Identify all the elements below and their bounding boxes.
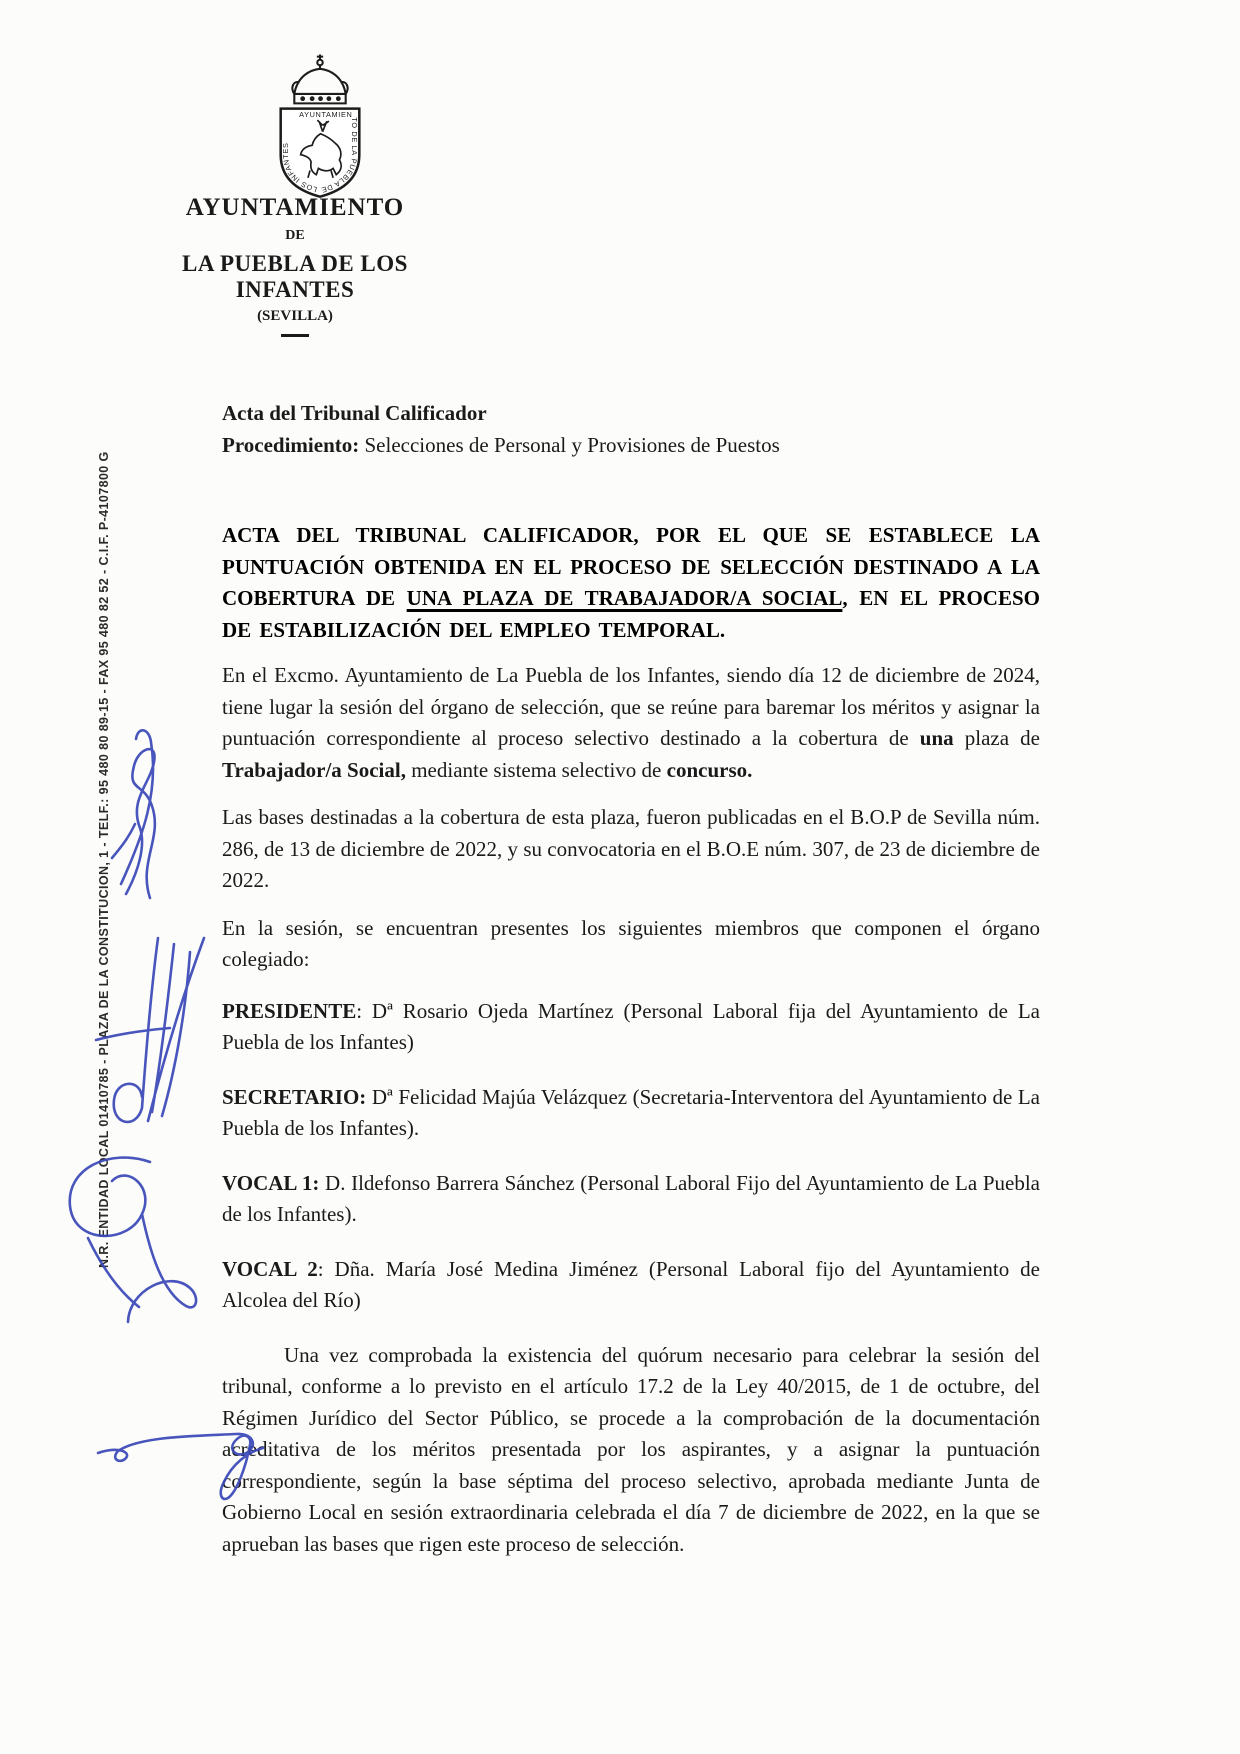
document-body bbox=[222, 398, 1040, 1576]
text-segment: plaza de bbox=[953, 726, 1040, 750]
text-segment: : Dª Rosario Ojeda Martínez (Personal Laboral fija del Ayuntamiento de La Puebla de los Infantes) bbox=[222, 998, 1040, 1054]
text-segment: Trabajador/a Social, bbox=[222, 757, 406, 782]
member-vocal-2 bbox=[222, 1254, 1040, 1317]
text-segment: Selecciones de Personal y Provisiones de Puestos bbox=[359, 432, 780, 457]
org-name-line2: DE bbox=[285, 228, 305, 244]
member-presidente bbox=[222, 996, 1040, 1059]
member-secretario bbox=[222, 1082, 1040, 1145]
shield-icon bbox=[281, 109, 360, 197]
signature-3 bbox=[70, 1158, 196, 1322]
paragraph-quorum bbox=[222, 1340, 1040, 1561]
text-segment: mediante sistema selectivo de bbox=[405, 757, 667, 782]
text-segment: , EN EL PROCESO DE ESTABILIZACIÓN DEL EMPLEO TEMPORAL. bbox=[222, 586, 1040, 642]
text-segment: En la sesión, se encuentran presentes los siguientes miembros que componen el órgano colegiado: bbox=[222, 915, 1040, 971]
doc-type-title bbox=[222, 398, 1040, 430]
text-segment: UNA PLAZA DE TRABAJADOR/A SOCIAL bbox=[406, 586, 843, 610]
letterhead bbox=[140, 192, 450, 337]
text-segment: ACTA DEL TRIBUNAL CALIFICADOR, POR EL QUE SE ESTABLECE LA PUNTUACIÓN OBTENIDA EN EL PROCESO DE SELECCIÓN DESTINADO A LA COBERTURA DE bbox=[222, 523, 1040, 610]
main-heading bbox=[222, 520, 1040, 646]
text-segment: VOCAL 2 bbox=[222, 1256, 318, 1281]
text-segment: Una vez comprobada la existencia del quórum necesario para celebrar la sesión del tribunal, conforme a lo previsto en el artículo 17.2 de la Ley 40/2015, de 1 de octubre, del Régimen Jurídico del Sector Público, se procede a la comprobación de la documentación acreditativa de los méritos presentada por los aspirantes, y a asignar la puntuación correspondiente, según la base séptima del proceso selectivo, aprobada mediante Junta de Gobierno Local en sesión extraordinaria celebrada el día 7 de diciembre de 2022, en la que se aprueban las bases que rigen este proceso de selección. bbox=[222, 1342, 1040, 1556]
member-vocal-1 bbox=[222, 1168, 1040, 1231]
text-segment: concurso. bbox=[666, 757, 753, 782]
org-name-line1: AYUNTAMIENTO bbox=[185, 194, 405, 221]
org-name-line3: LA PUEBLA DE LOS INFANTES bbox=[182, 251, 408, 302]
text-segment: una bbox=[919, 726, 954, 750]
text-segment: Dª Felicidad Majúa Velázquez (Secretaria-Interventora del Ayuntamiento de La Puebla de los Infantes). bbox=[222, 1084, 1040, 1140]
text-segment: Procedimiento: bbox=[222, 432, 360, 457]
text-segment: PRESIDENTE bbox=[222, 998, 357, 1023]
text-segment: SECRETARIO: bbox=[222, 1084, 367, 1109]
procedure-line bbox=[222, 430, 1040, 462]
text-segment: En el Excmo. Ayuntamiento de La Puebla de los Infantes, siendo día 12 de diciembre de 2024, tiene lugar la sesión del órgano de selección, que se reúne para baremar los méritos y asignar la puntuación correspondiente al proceso selectivo destinado a la cobertura de bbox=[222, 663, 1040, 750]
text-segment: Las bases destinadas a la cobertura de esta plaza, fueron publicadas en el B.O.P de Sevilla núm. 286, de 13 de diciembre de 2022, y su convocatoria en el B.O.E núm. 307, de 23 de diciembre de 2022. bbox=[222, 805, 1040, 892]
text-segment: : Dña. María José Medina Jiménez (Personal Laboral fijo del Ayuntamiento de Alcolea del Río) bbox=[222, 1256, 1040, 1312]
org-province: (SEVILLA) bbox=[257, 307, 333, 324]
paragraph-publication bbox=[222, 802, 1040, 897]
municipal-crest bbox=[255, 52, 385, 204]
text-segment: Acta del Tribunal Calificador bbox=[222, 401, 487, 425]
text-segment: D. Ildefonso Barrera Sánchez (Personal Laboral Fijo del Ayuntamiento de La Puebla de los Infantes). bbox=[222, 1170, 1040, 1226]
letterhead-rule bbox=[281, 334, 309, 337]
paragraph-members-intro bbox=[222, 913, 1040, 976]
crest-curved-text: AYUNTAMIENTO DE LA PUEBLA DE LOS INFANTES bbox=[280, 109, 359, 196]
crown-icon bbox=[292, 55, 347, 104]
entity-registry-margin-text: N.R. ENTIDAD LOCAL 01410785 - PLAZA DE LA CONSTITUCION, 1 - TELF.: 95 480 80 89-15 - FAX 95 480 82 52 - C.I.F. P-4107800 G bbox=[97, 451, 111, 1268]
signature-2 bbox=[96, 938, 204, 1122]
text-segment: VOCAL 1: bbox=[222, 1170, 320, 1195]
paragraph-session-intro bbox=[222, 660, 1040, 786]
signature-1 bbox=[112, 730, 155, 898]
